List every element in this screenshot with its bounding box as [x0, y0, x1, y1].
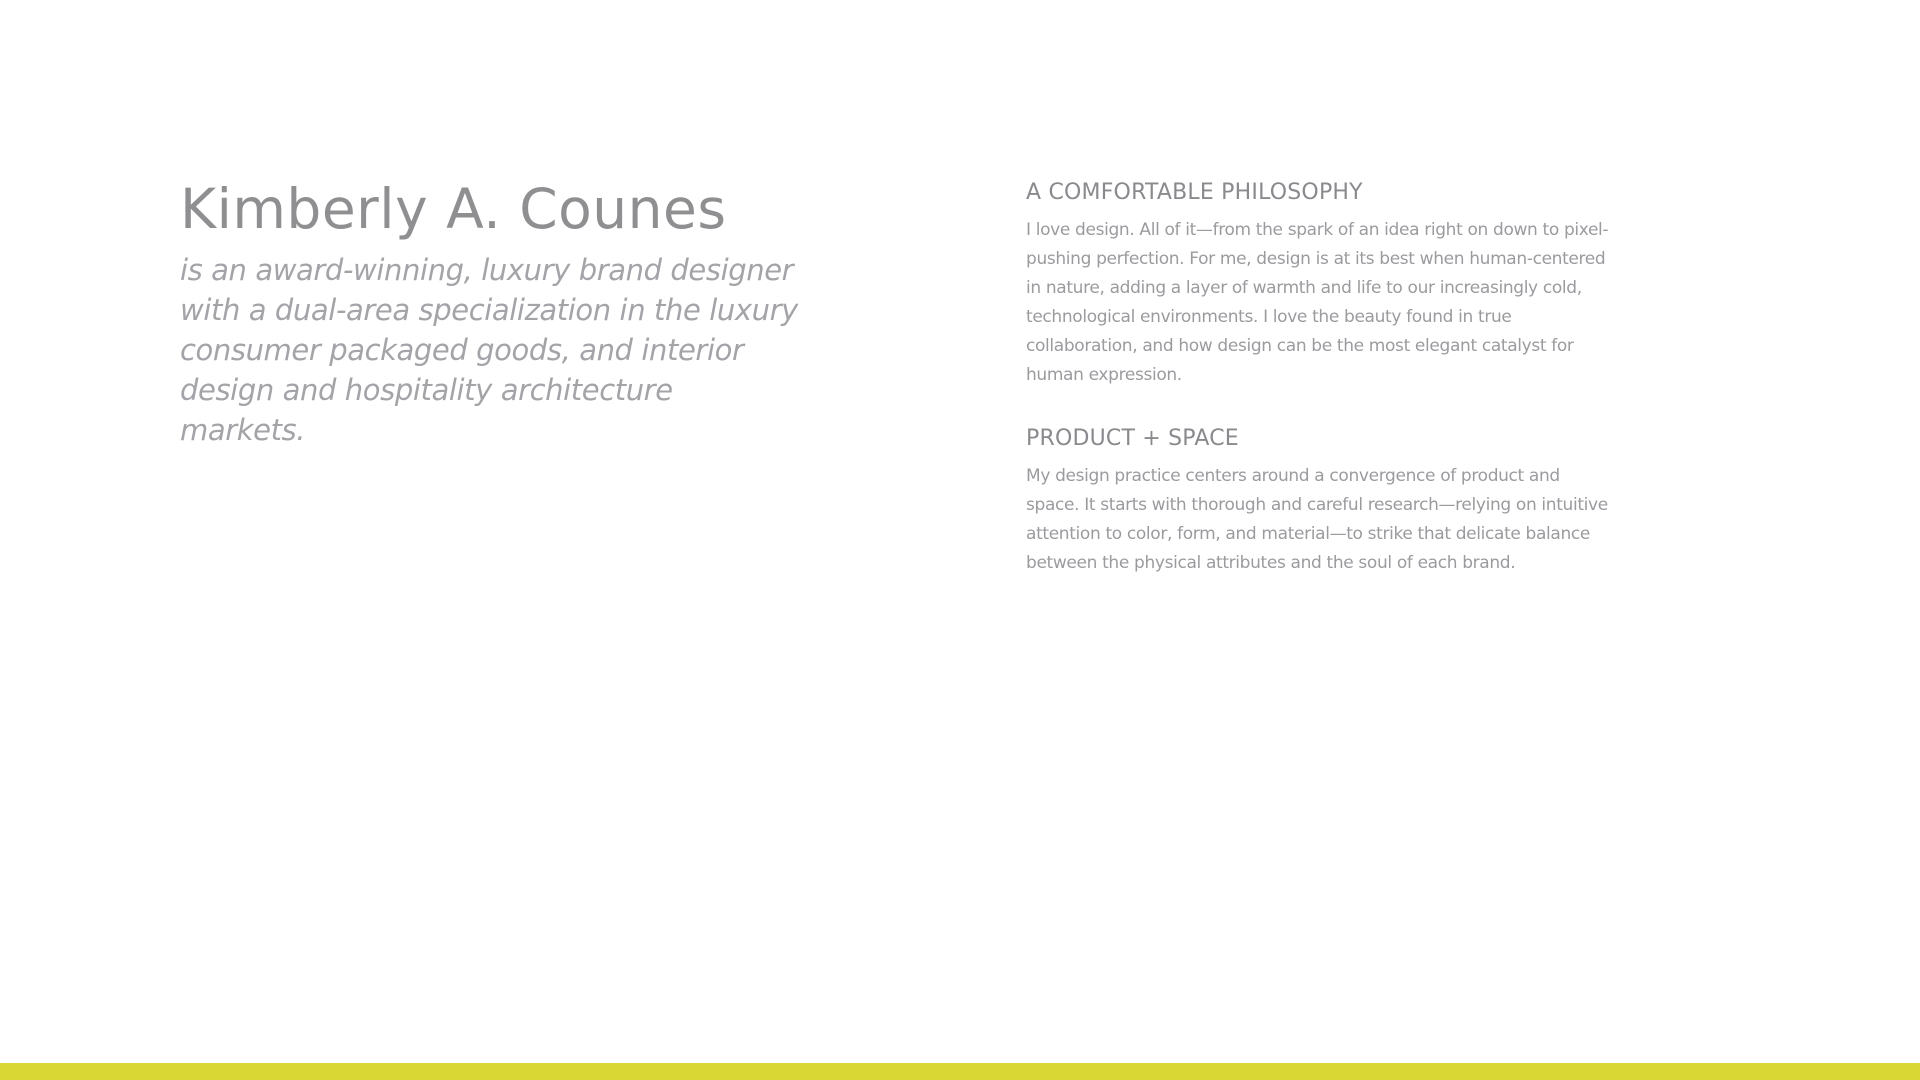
section-product-space: [1026, 424, 1626, 578]
section-body-philosophy: I love design. All of it—from the spark of an idea right on down to pixel-pushing perfection. For me, design is at its best when human-centered in nature, adding a layer of warmth and life to our increasingly cold, technological environments. I love the beauty found in true collaboration, and how design can be the most elegant catalyst for human expression.: [1026, 220, 1609, 385]
about-column: [1026, 178, 1626, 578]
section-body-product-space: My design practice centers around a convergence of product and space. It starts with thorough and careful research—relying on intuitive attention to color, form, and material—to strike that delicate balance between the physical attributes and the soul of each brand.: [1026, 466, 1608, 573]
designer-name: Kimberly A. Counes: [180, 177, 727, 241]
designer-tagline: is an award-winning, luxury brand designer with a dual-area specialization in the luxury consumer packaged goods, and interior design and hospitality architecture markets.: [180, 253, 798, 447]
accent-bar: [0, 1063, 1920, 1080]
section-heading-product-space: PRODUCT + SPACE: [1026, 426, 1239, 451]
intro-column: [180, 176, 820, 450]
section-philosophy: [1026, 178, 1626, 390]
section-heading-philosophy: A COMFORTABLE PHILOSOPHY: [1026, 180, 1363, 205]
